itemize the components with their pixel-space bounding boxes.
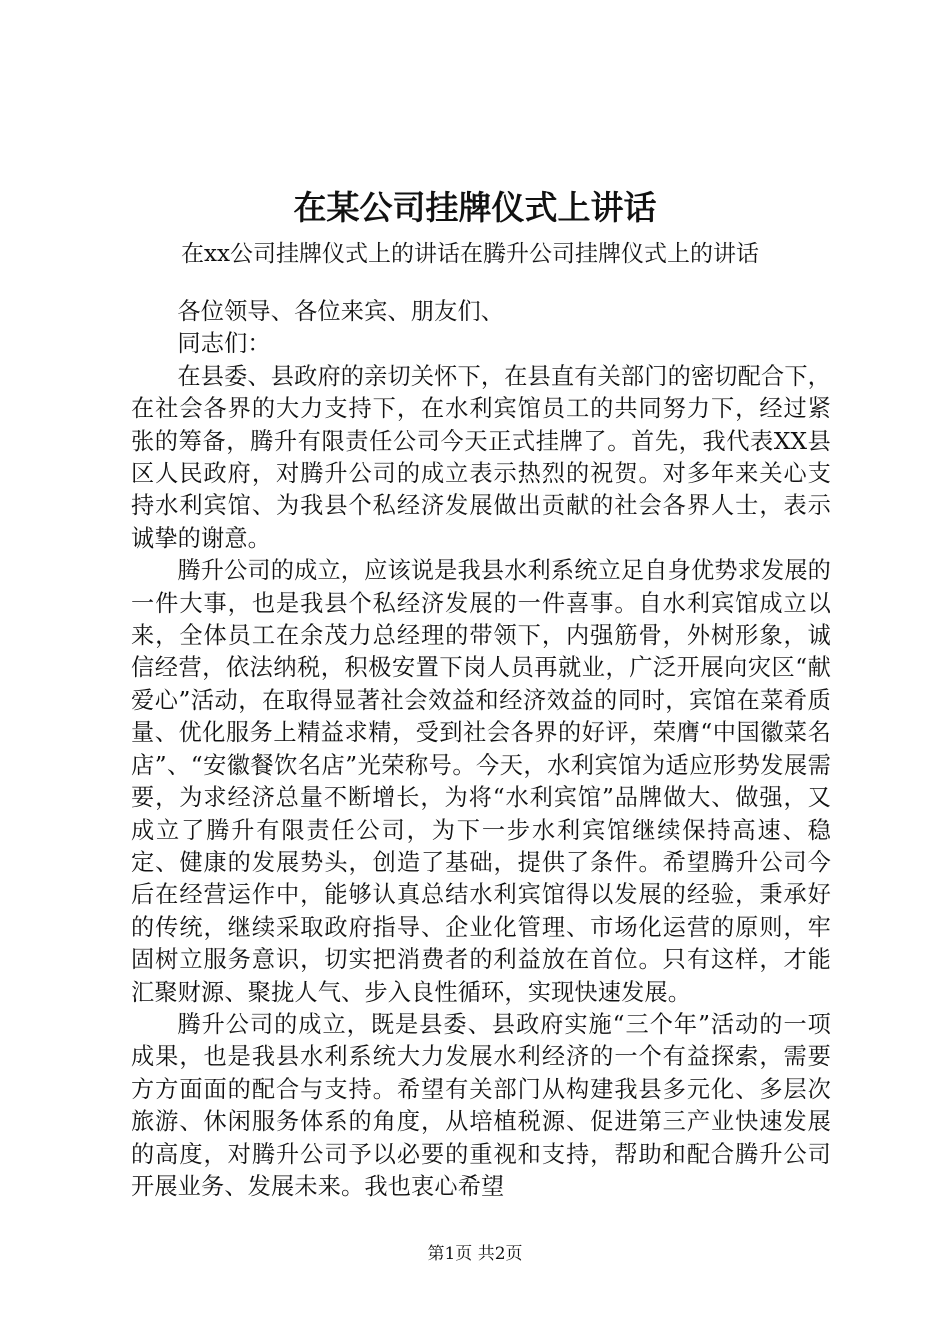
body-paragraph: 腾升公司的成立，既是县委、县政府实施“三个年”活动的一项成果，也是我县水利系统大力发展水利经济的一个有益探索，需要方方面面的配合与支持。希望有关部门从构建我县多元化、多层次旅游、休闲服务体系的角度，从培植税源、促进第三产业快速发展的高度，对腾升公司予以必要的重视和支持，帮助和配合腾升公司开展业务、发展未来。我也衷心希望 bbox=[131, 1010, 831, 1200]
body-paragraph: 腾升公司的成立，应该说是我县水利系统立足自身优势求发展的一件大事，也是我县个私经济发展的一件喜事。自水利宾馆成立以来，全体员工在余茂力总经理的带领下，内强筋骨，外树形象，诚信经营，依法纳税，积极安置下岗人员再就业，广泛开展向灾区“献爱心”活动，在取得显著社会效益和经济效益的同时，宾馆在菜肴质量、优化服务上精益求精，受到社会各界的好评，荣膺“中国徽菜名店”、“安徽餐饮名店”光荣称号。今天，水利宾馆为适应形势发展需要，为求经济总量不断增长，为将“水利宾馆”品牌做大、做强，又成立了腾升有限责任公司，为下一步水利宾馆继续保持高速、稳定、健康的发展势头，创造了基础，提供了条件。希望腾升公司今后在经营运作中，能够认真总结水利宾馆得以发展的经验，秉承好的传统，继续采取政府指导、企业化管理、市场化运营的原则，牢固树立服务意识，切实把消费者的利益放在首位。只有这样，才能汇聚财源、聚拢人气、步入良性循环，实现快速发展。 bbox=[131, 557, 831, 1006]
document-subtitle: 在xx公司挂牌仪式上的讲话在腾升公司挂牌仪式上的讲话 bbox=[181, 241, 759, 267]
document-body bbox=[131, 296, 831, 1203]
body-paragraph: 在县委、县政府的亲切关怀下，在县直有关部门的密切配合下，在社会各界的大力支持下，在水利宾馆员工的共同努力下，经过紧张的筹备，腾升有限责任公司今天正式挂牌了。首先，我代表XX县区人民政府，对腾升公司的成立表示热烈的祝贺。对多年来关心支持水利宾馆、为我县个私经济发展做出贡献的社会各界人士，表示诚挚的谢意。 bbox=[131, 362, 831, 552]
page-number-footer: 第1页 共2页 bbox=[427, 1244, 523, 1264]
greeting-line: 各位领导、各位来宾、朋友们、 bbox=[177, 298, 505, 325]
greeting-line: 同志们： bbox=[177, 330, 271, 358]
document-title: 在某公司挂牌仪式上讲话 bbox=[293, 188, 657, 227]
